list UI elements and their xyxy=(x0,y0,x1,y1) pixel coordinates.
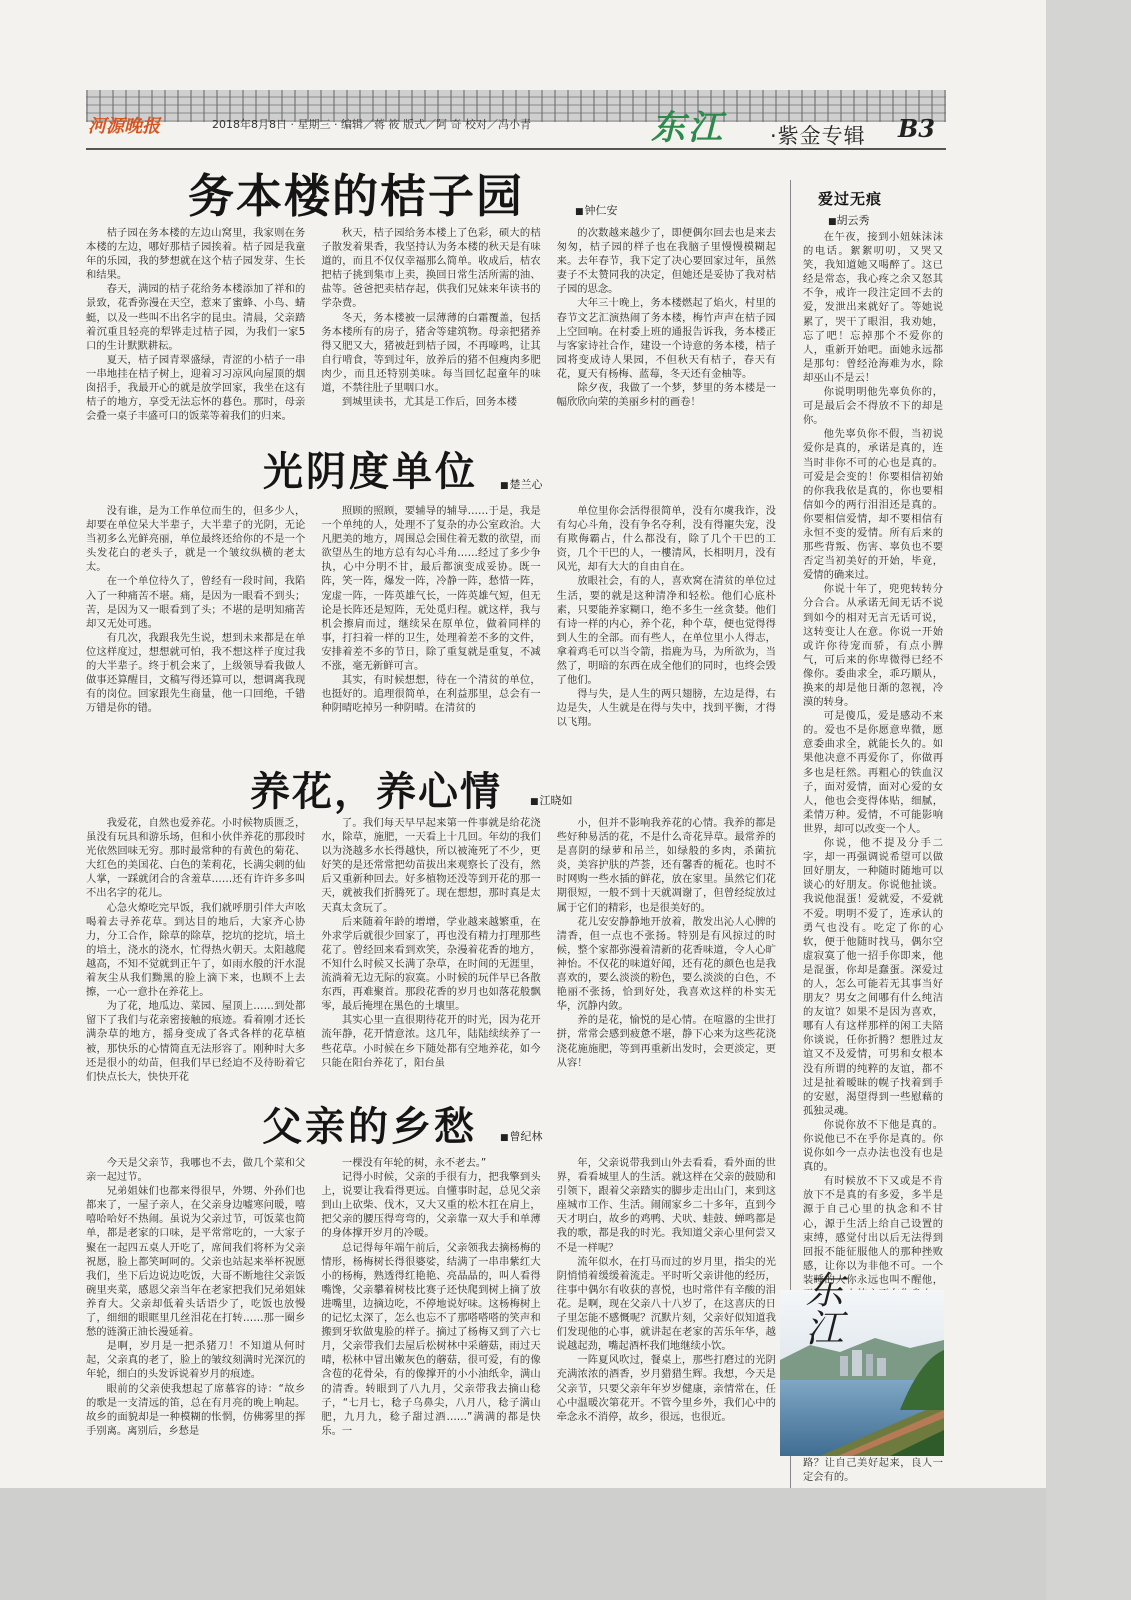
article-column: 照顾的照顾，要辅导的辅导……于是，我是一个单纯的人，处理不了复杂的办公室政治。大凡肥美的地方，周围总会围住着无数的欲望，而欲望丛生的地方总有勾心斗角……经过了多少争执，心中分明不甘，最后都演变成妥协。既一阵，笑一阵，爆发一阵，冷静一阵，愁惜一阵，宠虚一阵，一阵英雄气长，一阵英雄气短，但无论是长阵还是短阵，无处觅归程。就这样，我与机会擦肩而过，继续呆在原单位，做着同样的事，打扫着一样的卫生，处理着差不多的文件，安排着差不多的节日，除了重复就是重复，不减不涨，毫无新鲜可言。 其实，有时候想想，待在一个清贫的单位，也挺好的。追理很简单，在利益那里，总会有一种阴晴吃掉另一种阴晴。在清贫的 xyxy=(321,505,541,715)
side-article-byline: ■ 胡云秀 xyxy=(828,212,870,228)
article-column: 了。我们每天早早起来第一件事就是给花浇水，除草，施肥，一天看上十几回。年幼的我们以为浇越多水长得越快，所以被淹死了不少，更好笑的是还常常把幼苗拔出来观察长了没有，然后又重新种回去。好多植物还没等到开花的那一天，就被我们折腾死了。现在想想，那时真是太天真太贪玩了。 后来随着年龄的增增，学业越来越繁重，在外求学后就很少回家了，再也没有精力打理那些花了。曾经回来看到欢笑，杂漫着花香的地方，不知什么时候又长满了杂草，在时间的无涯里，流淌着无边无际的寂寞。小时候的玩伴早已各散东西，再难聚首。那段花香的岁月也如落花般飘零，最后掩埋在黑色的土壤里。 其实心里一直很期待花开的时光，因为花开流年静，花开情意浓。这几年，陆陆续续养了一些花草。小时候在乡下随处都有空地养花，如今只能在阳台养花了，阳台虽 xyxy=(321,817,541,1069)
scan-background-right xyxy=(1046,0,1131,1600)
paper-name: 河源晚报 xyxy=(88,116,160,137)
article-column: 桔子园在务本楼的左边山窝里，我家则在务本楼的左边，哪好那桔子园挨着。桔子园是我童年的乐园，我的梦想就在这个桔子园发芽、生长和结果。 春天，满园的桔子花给务本楼添加了祥和的景致，花香弥漫在天空，惹来了蜜蜂、小鸟、蜻蜓，以及一些叫不出名字的昆虫。清晨，父亲踏着沉重且轻亮的犁铧走过桔子园，为我们一家5口的生计默默耕耘。 夏天，桔子园青翠盛绿，青涩的小桔子一串一串地挂在桔子树上，迎着习习凉风向屋顶的烟囱招手，我最开心的就是放学回家，我坐在这有桔子的地方，享受无法忘怀的暮色。那时，母亲会叠一桌子丰盛可口的饭菜等着我们的归来。 xyxy=(86,227,306,423)
article-column: 的次数越来越少了，即便偶尔回去也是来去匆匆，桔子园的样子也在我脑子里慢慢模糊起来。去年春节，我下定了决心要回家过年，虽然妻子不太赞同我的决定，但她还是妥协了我对桔子园的思念。 大年三十晚上，务本楼燃起了焰火，村里的春节文艺汇演热闹了务本楼，梅竹声声在桔子园上空回响。在村委上班的通报告诉我，务本楼正与客家诗社合作，建设一个诗意的务本楼，桔子园将变成诗人果园，不但秋天有桔子，春天有花，夏天有杨梅、蓝莓，冬天还有金柚等。 除夕夜，我做了一个梦，梦里的务本楼是一幅欣欣向荣的美丽乡村的画卷！ xyxy=(556,227,776,409)
article-byline: ■ 曾纪林 xyxy=(500,1128,543,1144)
article-column: 单位里你会活得很简单，没有尔虞我诈，没有勾心斗角，没有争名夺利，没有得寵失宠，没有欺侮霸占，什么都没有，除了几个干巴的工资，几个干巴的人，一樓清风，长相明月，没有风光，却有大大的自由自在。 放眼社会，有的人，喜欢窝在清贫的单位过生活，要的就是这种清净和轻松。他们心底朴素，只要能养家糊口，绝不多生一丝贪婪。他们有诗一样的内心，养个花，种个草，便也觉得得到人生的全部。而有些人，在单位里小人得志，拿着鸡毛可以当令箭，指鹿为马，为所欲为，当然了，明暗的东西在成全他们的同时，也终会毁了他们。 得与失，是人生的两只翅膀，左边是得，右边是失，人生就是在得与失中，找到平衡，才得以飞翔。 xyxy=(556,505,776,729)
masthead xyxy=(86,110,946,146)
article-body xyxy=(86,226,776,428)
article-byline: ■ 江晓如 xyxy=(530,792,573,808)
article-column: 没有谁，是为工作单位而生的，但多少人，却要在单位呆大半辈子，大半辈子的光阴，无论当初多么光鲜亮丽，单位最终还给你的不是一个头发花白的老头子，就是一个皱纹纵横的老太太。 在一个单位待久了，曾经有一段时间，我陷入了一种痛苦不堪。痛，是因为一眼看不到头；苦，是因为又一眼看到了头；不堪的是明知痛苦却又无处可逃。 有几次，我跟我先生说，想到未来都是在单位这样度过，想想就可怕，我不想这样子度过我的大半辈子。终于机会来了，上级领导看我做人做事还算醒目，文稿写得还算可以，想调离我现有的岗位。回家跟先生商量，他一口回绝，千错万错是你的错。 xyxy=(86,505,306,715)
article-title: 养花，养心情 xyxy=(250,769,502,815)
article-column: 小，但并不影响我养花的心情。我养的都是些好种易活的花，不是什么奇花异草。最常养的是喜阴的绿萝和吊兰，如绿般的多肉，杀菌抗炎，美容护肤的芦荟，还有馨香的栀花。也时不时网购一些水插的鲜花，放在家里。虽然它们花期很短，一般不到十天就凋谢了，但曾经绽放过属于它们的精彩，也是很美好的。 花儿安安静静地开放着，散发出沁人心脾的清香，但一点也不张扬。特别是有风掠过的时候，整个家都弥漫着清新的花香味道，令人心旷神怡。不仅花的味道好闻，还有花的颜色也是我喜欢的，要么淡淡的粉色，要么淡淡的白色，不艳丽不张扬，恰到好处，我喜欢这样的朴实无华，沉静内敛。 养的是花，愉悦的是心情。在喧嚣的尘世打拼，常常会感到疲惫不堪，静下心来为这些花浇浇花施施肥，等到再重新出发时，会更淡定，更从容！ xyxy=(556,817,776,1069)
side-article-title: 爱过无痕 xyxy=(818,190,883,208)
article-column: 年，父亲说带我到山外去看看，看外面的世界，看看城里人的生活。就这样在父亲的鼓励和引领下，跟着父亲踏实的脚步走出山门，来到这座城市工作、生活。闹闹家乡二十多年，直到今天才明白，故乡的鸡鸭、犬吠、蛙鼓、蝉鸣都是我的歌，都是我的时光。我知道父亲心里何尝又不是一样呢？ 流年似水，在打马而过的岁月里，指尖的光阴悄悄着缓缓着流走。平时听父亲讲他的经历，往事中偶尔有收获的喜悦，也时常伴有辛酸的泪花。是啊，现在父亲八十八岁了，在这喜庆的日子里怎能不感慨呢？沉默片刻，父亲好似知道我们发现他的心事，就讲起在老家的苦乐年华，越说越起劲，嘴起酒杯我们地继续小饮。 一阵夏风吹过，餐桌上，那些打磨过的光阴充满浓浓的酒香，岁月猎猎生辉。我想，今天是父亲节，只要父亲年年岁岁健康，亲情常在，任心中温暖次第花开。不管今里乡外，我们心中的牵念永不消停，故乡，很远，也很近。 xyxy=(556,1157,776,1423)
section-name: 东江 xyxy=(651,108,725,148)
article-body xyxy=(86,816,776,1083)
article-body xyxy=(86,504,776,780)
article-column: 一棵没有年轮的树，永不老去。” 记得小时候，父亲的手很有力，把我擎到头上，说要让我看得更远。自懂事时起，总见父亲到山上砍柴、伐木，又大又重的松木扛在肩上，把父亲的腰压得弯弯的，父亲靠一双大手和单薄的身体撑开岁月的冷暖。 总记得每年端午前后，父亲领我去摘杨梅的情形，杨梅树长得很婆娑，结满了一串串紫红大小的杨梅，熟透得红艳艳、亮晶晶的，叫人看得嘴馋，父亲攀着树枝比赛子还快爬到树上摘了放进嘴里，边摘边吃，不停地说好味。这杨梅树上的记忆太深了，怎么也忘不了那嗒嗒嗒的笑声和搬到牙软做鬼脸的样子。摘过了杨梅又到了六七月，父亲带我们去屋后松树林中采蘑菇，雨过天晴，松林中冒出嫩灰色的蘑菇，很可爱，有的像含苞的花骨朵，有的像撑开的小小油纸伞，满山的清香。转眼到了八九月，父亲带我去摘山稔子，“七月七，稔子乌鼻尖，八月八，稔子满山肥，九月九，稔子甜过酒……”满满的都是快乐。一 xyxy=(321,1157,541,1437)
header-rule xyxy=(86,148,946,150)
side-article-body: 在午夜，接到小妞妹沫沫的电话。絮絮叨叨，又哭又笑，我知道她又喝醉了。这已经是常态，我心疼之余又怒其不争，戒许一段注定回不去的爱，发泄出来就好了。等她说累了，哭干了眼泪，我劝她，忘了吧！忘掉那个不爱你的人，重新开始吧。面她永远都是那句：曾经沧海难为水，除却巫山不是云！ 你说明明他先辜负你的，可是最后会不得放不下的却是你。 他先辜负你不假，当初说爱你是真的，承诺是真的，连当时非你不可的心也是真的。可爱是会变的！你要相信初始的你我我依是真的，你也要相信如今的两行泪泪还是真的。你要相信爱情，却不要相信有永恒不变的爱情。所有后来的那些背叛、伤害、辜负也不要否定当初美好的开始，毕竟，爱情的确来过。 你说十年了，兜兜转转分分合合。从承诺无间无话不说到如今的相对无言无话可说，这转变让人在意。你说一开始或许你待宠而骄，有点小脾气，可后来的你卑微得已经不像你。委曲求全，乖巧顺从，换来的却是他日渐的忽视，冷漠的转身。 可是傻瓜，爱是感动不来的。爱也不是你愿意卑微，愿意委曲求全，就能长久的。如果他决意不再爱你了，你做再多也是枉然。再粗心的铁血汉子，面对爱情，面对心爱的女人，他也会变得体贴，细腻，柔情万种。爱情，不可能影响世界，却可以改变一个人。 你说，他不提及分手二字，却一再强调说希望可以做回好朋友，一种随时随地可以谈心的好朋友。你说他扯谈。我说他混蛋！爱就爱，不爱就不爱。明明不爱了，连承认的勇气也没有。吃定了你的心软，便于他随时找马，偶尔空虚寂寞了他一招手你即来，他是混蛋，你却是蠢蛋。深爱过的人，怎么可能若无其事当好朋友？男女之间哪有什么纯洁的友谊？如果不是因为喜欢，哪有人有这样那样的闲工夫陪你谈说，任你折腾？想胜过友谊又不及爱情，可男和女根本没有所谓的纯粹的友谊，都不过是扯着暧昧的幌子找着到手的安慰，渴望得到一些慰藉的孤独灵魂。 你说你放不下他是真的。你说他已不在乎你是真的。你说你如今一点办法也没有也是真的。 有时候放不下又或是不肯放下不是真的有多爱，多半是源于自己心里的执念和不甘心，源于生活上给自己设置的束缚，感觉付出以后无法得到回报不能征服他人的那种挫败感，让你以为非他不可。一个装睡的人你永远也叫不醒他， 路？让自己美好起来，良人一定会有的。 xyxy=(803,231,943,1484)
article-title: 光阴度单位 xyxy=(263,449,478,495)
issue-info: 2018年8月8日 · 星期三 · 编辑／蒋 筱 版式／阿 奇 校对／冯小青 xyxy=(212,118,531,131)
article-column: 我爱花，自然也爱养花。小时候物质匮乏，虽没有玩具和游乐场，但和小伙伴养花的那段时光依然回味无穷。那时最常种的有黄色的菊花、大红色的美国花、白色的茉莉花，长满尖刺的仙人掌，一踩就闭合的含羞草……还有许许多多叫不出名字的花儿。 心急火燎吃完早饭，我们就呼朋引伴大声吆喝着去寻养花草。到达目的地后，大家齐心协力，分工合作，除草的除草，挖坑的挖坑，培土的培土，浇水的浇水，忙得热火朝天。太阳越爬越高，不知不觉就到正午了，如雨水般的汗水混着灰尘从我们黝黑的脸上滴下来，也顾不上去擦，一心一意扑在养花上。 为了花，地瓜边、菜园、屋顶上……到处都留下了我们与花亲密接触的痕迹。看着刚才还长满杂草的地方，摇身变成了各式各样的花草植被，那快乐的心情简直无法形容了。刚种时大多还是很小的幼苗，但我们早已经迫不及待盼着它们快点长大，快快开花 xyxy=(86,817,306,1083)
article-column: 秋天，桔子园给务本楼上了色彩，硕大的桔子散发着果香，我坚持认为务本楼的秋天是有味道的，而且不仅仅幸福那么简单。收成后，桔农把桔子挑到集市上卖，换回日常生活所需的油、盐等。爸爸把卖桔存起，供我们兄妹来年读书的学杂费。 冬天，务本楼被一层薄薄的白霜覆盖，包括务本楼所有的房子，猪舍等建筑物。母亲把猪养得又肥又大，猪被赶到桔子园，不再嚎鸣，让其自行啃食，等到过年，放养后的猪不但瘦肉多肥肉少，而且还特别美味。每当回忆起童年的味道，不禁往肚子里咽口水。 到城里读书，尤其是工作后，回务本楼 xyxy=(321,227,541,409)
article-body xyxy=(86,1156,776,1464)
section-subtitle: ·紫金专辑 xyxy=(770,124,866,148)
river-photo-block xyxy=(770,1270,946,1460)
article-title: 父亲的乡愁 xyxy=(262,1104,477,1150)
article-byline: ■ 钟仁安 xyxy=(575,202,618,218)
page-number: B3 xyxy=(898,114,935,143)
article-title: 务本楼的桔子园 xyxy=(188,169,524,223)
article-byline: ■ 楚兰心 xyxy=(500,476,543,492)
calligraphy-title: 东江 xyxy=(799,1270,843,1346)
article-column: 今天是父亲节，我哪也不去，做几个菜和父亲一起过节。 兄弟姐妹们也都来得很早，外甥、外孙们也都来了，一屋子亲人，在父亲身边嘘寒问暖，嘻嘻哈哈好不热闹。虽说为父亲过节，可饭菜也简单，都是老家的口味，是平常常吃的，一大家子聚在一起四五桌人开吃了，席间我们将杯为父亲祝愿，脸上都笑呵呵的。父亲也站起来举杯祝愿我们，坐下后边说边吃饭，大哥不断地往父亲饭碗里夹菜，感恩父亲当年在老家把我们兄弟姐妹养育大。父亲却低着头话语少了，吃饭也放慢了，细细的眼眶里几丝泪花在打转……那一圈乡愁的涟漪正油长漫延着。 是啊，岁月是一把杀猪刀！不知道从何时起，父亲真的老了，脸上的皱纹刻满时光深沉的年轮，细白的头发诉说着岁月的痕迹。 眼前的父亲使我想起了席慕容的诗：“故乡的歌是一支清远的笛，总在有月亮的晚上响起。故乡的面貌却是一种模糊的怅惘，仿佛雾里的挥手别离。离别后，乡愁是 xyxy=(86,1157,306,1437)
scan-background-bottom xyxy=(0,1488,1046,1600)
